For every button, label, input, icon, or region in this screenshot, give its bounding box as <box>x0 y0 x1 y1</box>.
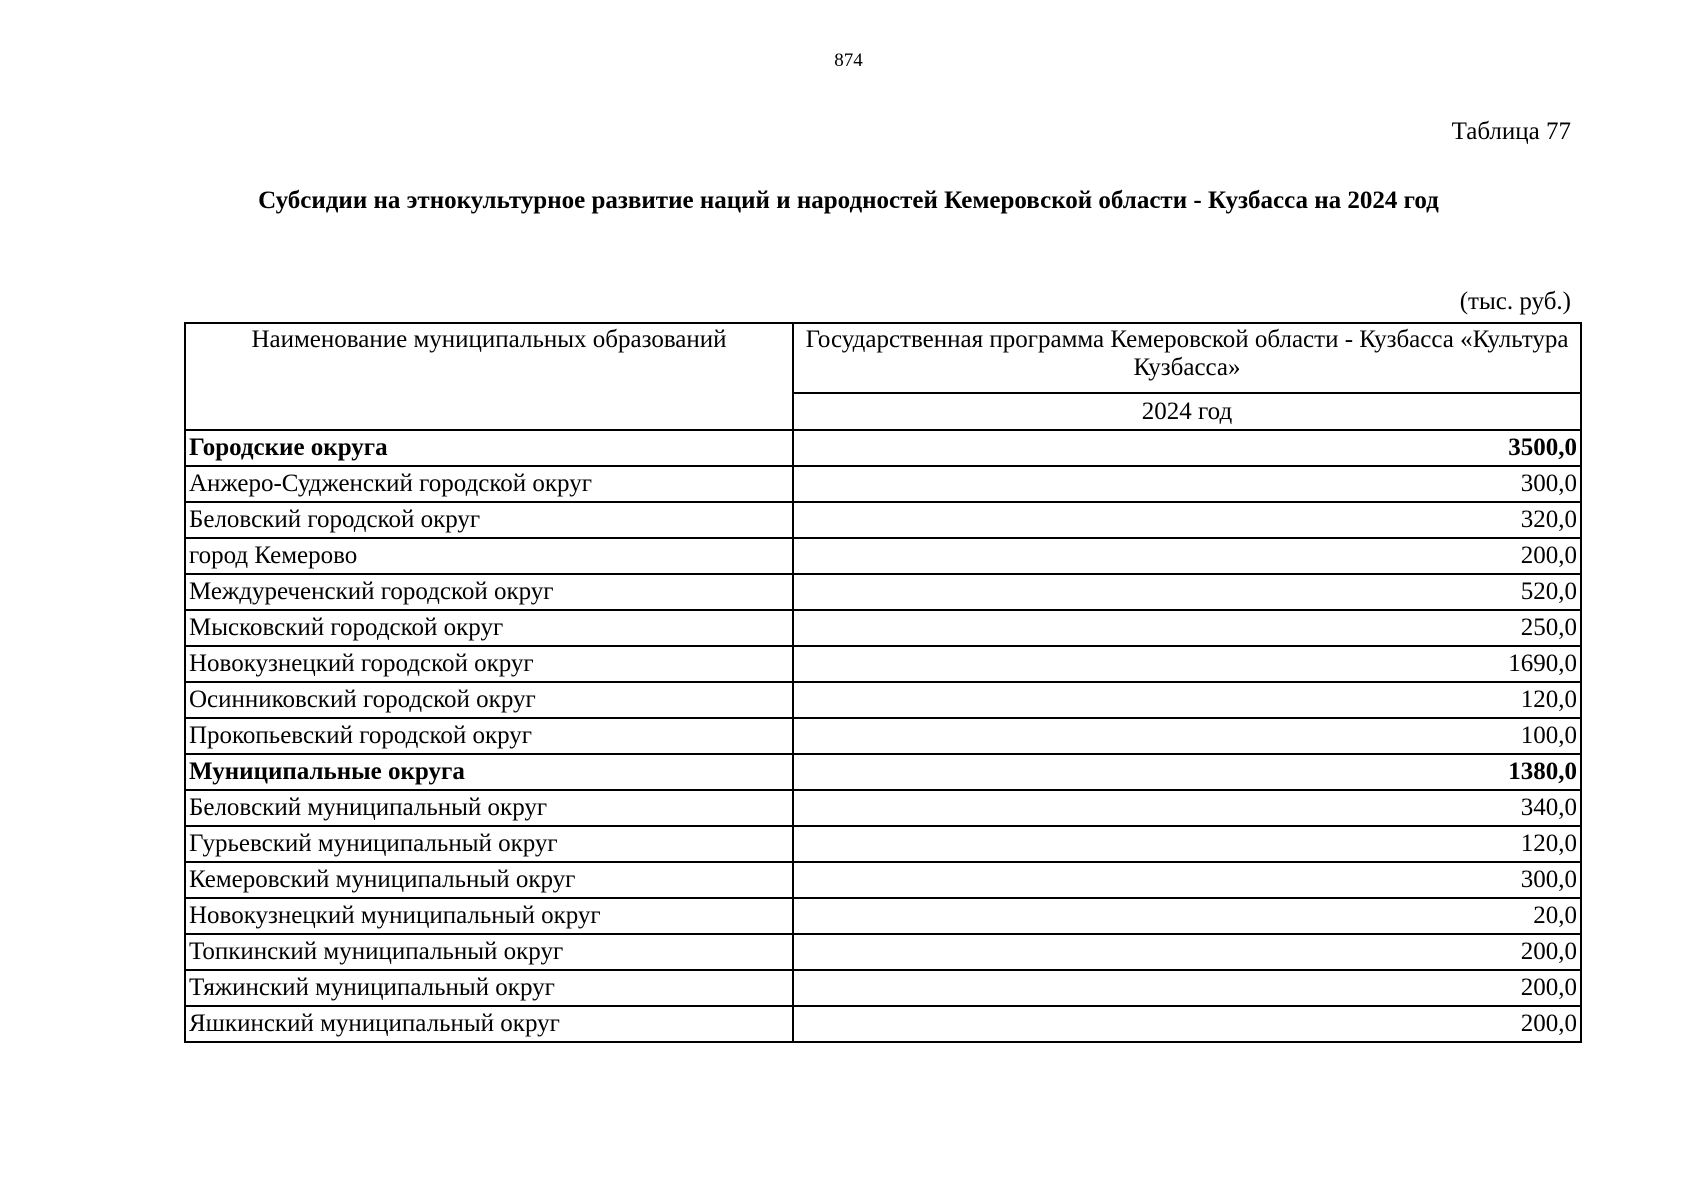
municipality-name: Муниципальные округа <box>185 754 793 790</box>
subsidies-table <box>184 322 1582 1043</box>
subsidy-amount: 120,0 <box>793 682 1581 718</box>
units-label: (тыс. руб.) <box>1459 288 1571 315</box>
subsidy-amount: 250,0 <box>793 610 1581 646</box>
table-row <box>185 790 1581 826</box>
municipality-name: Яшкинский муниципальный округ <box>185 1006 793 1042</box>
page-number: 874 <box>834 50 863 71</box>
municipality-name: Топкинский муниципальный округ <box>185 934 793 970</box>
subsidy-amount: 200,0 <box>793 538 1581 574</box>
table-row <box>185 970 1581 1006</box>
municipality-name: Кемеровский муниципальный округ <box>185 862 793 898</box>
subsidy-amount: 1380,0 <box>793 754 1581 790</box>
municipality-name: Междуреченский городской округ <box>185 574 793 610</box>
municipality-name: Новокузнецкий городской округ <box>185 646 793 682</box>
municipality-name: Гурьевский муниципальный округ <box>185 826 793 862</box>
municipality-name: Тяжинский муниципальный округ <box>185 970 793 1006</box>
municipality-name: Осинниковский городской округ <box>185 682 793 718</box>
municipality-name: Городские округа <box>185 430 793 466</box>
municipality-name: город Кемерово <box>185 538 793 574</box>
subsidy-amount: 200,0 <box>793 1006 1581 1042</box>
table-row <box>185 898 1581 934</box>
table-label: Таблица 77 <box>1451 118 1571 145</box>
table-body <box>185 430 1581 1042</box>
header-year: 2024 год <box>793 393 1581 430</box>
subsidy-amount: 100,0 <box>793 718 1581 754</box>
municipality-name: Прокопьевский городской округ <box>185 718 793 754</box>
table-row <box>185 466 1581 502</box>
municipality-name: Новокузнецкий муниципальный округ <box>185 898 793 934</box>
table-row <box>185 826 1581 862</box>
table-row <box>185 862 1581 898</box>
table-group-row <box>185 430 1581 466</box>
table-row <box>185 682 1581 718</box>
subsidy-amount: 20,0 <box>793 898 1581 934</box>
subsidy-amount: 340,0 <box>793 790 1581 826</box>
subsidy-amount: 200,0 <box>793 934 1581 970</box>
municipality-name: Беловский городской округ <box>185 502 793 538</box>
subsidy-amount: 120,0 <box>793 826 1581 862</box>
header-program: Государственная программа Кемеровской области - Кузбасса «Культура Кузбасса» <box>793 323 1581 393</box>
table-row <box>185 646 1581 682</box>
subsidy-amount: 1690,0 <box>793 646 1581 682</box>
subsidy-amount: 200,0 <box>793 970 1581 1006</box>
municipality-name: Мысковский городской округ <box>185 610 793 646</box>
municipality-name: Беловский муниципальный округ <box>185 790 793 826</box>
table-row <box>185 610 1581 646</box>
table-group-row <box>185 754 1581 790</box>
subsidy-amount: 300,0 <box>793 862 1581 898</box>
table-row <box>185 1006 1581 1042</box>
subsidy-amount: 300,0 <box>793 466 1581 502</box>
table-row <box>185 574 1581 610</box>
header-row <box>185 323 1581 393</box>
document-title: Субсидии на этнокультурное развитие наций и народностей Кемеровской области - Кузбасса на 2024 год <box>258 187 1439 214</box>
subsidy-amount: 520,0 <box>793 574 1581 610</box>
table-row <box>185 718 1581 754</box>
subsidy-amount: 3500,0 <box>793 430 1581 466</box>
subsidy-amount: 320,0 <box>793 502 1581 538</box>
table-row <box>185 538 1581 574</box>
municipality-name: Анжеро-Судженский городской округ <box>185 466 793 502</box>
table-row <box>185 502 1581 538</box>
table-row <box>185 934 1581 970</box>
header-municipality: Наименование муниципальных образований <box>185 323 793 430</box>
